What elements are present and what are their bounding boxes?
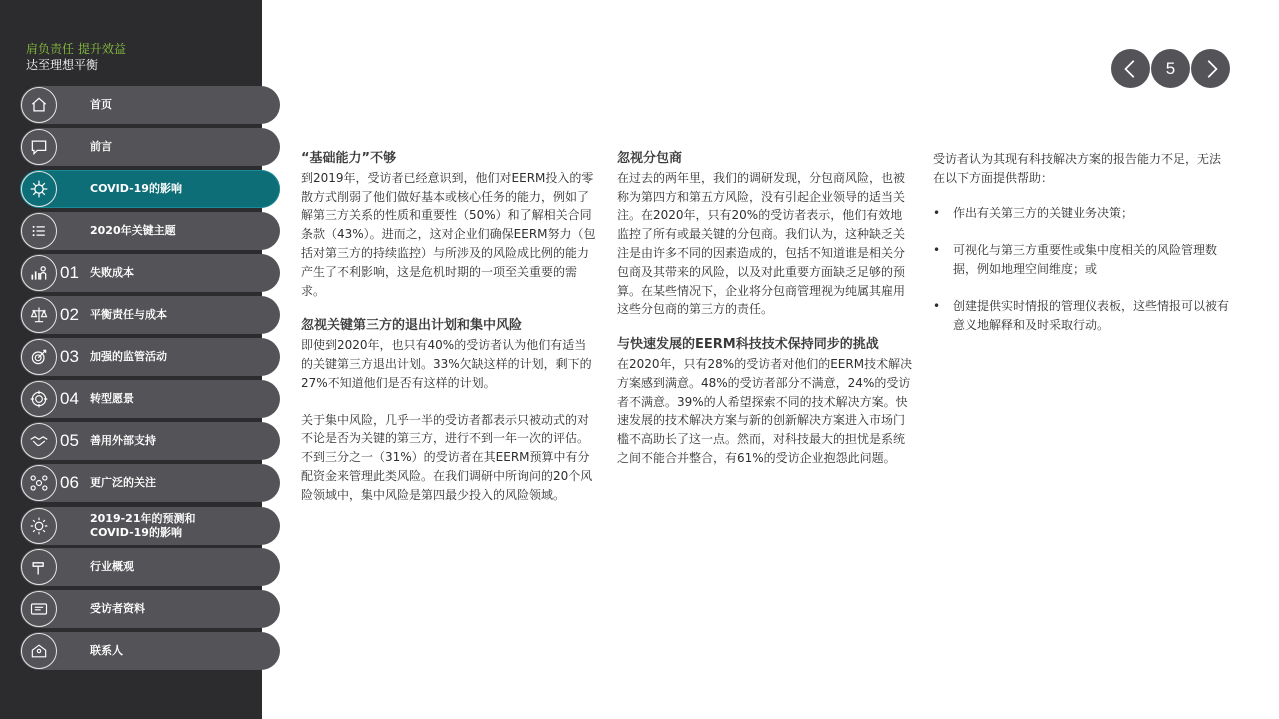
contact-icon [21, 633, 57, 669]
nav-item[interactable] [20, 338, 280, 376]
paragraph: 受访者认为其现有科技解决方案的报告能力不足，无法在以下方面提供帮助： [933, 152, 1222, 185]
heading-exit-plan: 忽视关键第三方的退出计划和集中风险 [301, 318, 523, 334]
nav-item[interactable] [20, 254, 280, 292]
home-icon [21, 87, 57, 123]
nav-item-label: 更广泛的关注 [90, 476, 156, 489]
nav-item-number: 06 [60, 473, 79, 492]
brand-line-2: 达至理想平衡 [26, 58, 99, 72]
nav-item-number: 05 [60, 431, 79, 450]
virus-icon [21, 171, 57, 207]
column-1 [301, 150, 598, 505]
nav-item[interactable] [20, 170, 280, 208]
compass-icon [21, 381, 57, 417]
nav-item-number: 01 [60, 263, 79, 282]
nav-item-label: 2019-21年的预测和 COVID-19的影响 [90, 512, 196, 539]
chart-person-icon [21, 255, 57, 291]
brand-line-1: 肩负责任 提升效益 [26, 42, 126, 56]
target-icon [21, 339, 57, 375]
handshake-icon [21, 423, 57, 459]
page-number-label: 5 [1165, 58, 1176, 78]
list-icon [21, 213, 57, 249]
nav-item-label: 受访者资料 [90, 602, 145, 615]
nav-item-label: 转型愿景 [90, 392, 134, 405]
heading-technology: 与快速发展的EERM科技技术保持同步的挑战 [617, 337, 879, 353]
nav-item-label: 前言 [90, 140, 112, 153]
paragraph: 在2020年，只有28%的受访者对他们的EERM技术解决方案感到满意。48%的受访者部分不满意，24%的受访者不满意。39%的人希望探索不同的技术解决方案。快速发展的技术解决方案与新的创新解决方案进入市场门槛不高助长了这一点。然而，对科技最大的担忧是系统之间不能合并整合，有61%的受访企业抱怨此问题。 [617, 356, 913, 465]
nav-item-label: 失败成本 [90, 266, 134, 279]
nav-item[interactable] [20, 296, 280, 334]
column-2 [617, 150, 913, 468]
nav-item[interactable] [20, 548, 280, 586]
nav-item[interactable] [20, 464, 280, 502]
nav-item[interactable] [20, 86, 280, 124]
nav-item-number: 04 [60, 389, 79, 408]
sun-icon [21, 508, 57, 544]
paragraph: 到2019年，受访者已经意识到，他们对EERM投入的零散方式削弱了他们做好基本或核心任务的能力，例如了解第三方关系的性质和重要性（50%）和了解相关合同条款（43%）。进而之，这对企业们确保EERM努力（包括对第三方的持续监控）与所涉及的风险成比例的能力产生了不利影响，这是危机时期的一项至关重要的需求。 [301, 170, 596, 298]
nav-item-label: 联系人 [90, 644, 123, 657]
nav-item[interactable] [20, 632, 280, 670]
sidebar [0, 0, 262, 719]
chevron-right-icon [1200, 58, 1222, 80]
paragraph: 在过去的两年里，我们的调研发现，分包商风险，也被称为第四方和第五方风险，没有引起企业领导的适当关注。在2020年，只有20%的受访者表示，他们有效地监控了所有或最关键的分包商。我们认为，这种缺乏关注是由许多不同的因素造成的，包括不知道谁是相关分包商及其带来的风险，以及对此重要方面缺乏足够的预算。在某些情况下，企业将分包商管理视为纯属其雇用这些分包商的第三方的责任。 [617, 170, 906, 317]
hammer-icon [21, 549, 57, 585]
nav-item-label: 加强的监管活动 [90, 350, 167, 363]
heading-basic-capability: “基础能力”不够 [301, 151, 397, 166]
heading-subcontractors: 忽视分包商 [617, 151, 683, 166]
network-icon [21, 465, 57, 501]
nav-item[interactable] [20, 590, 280, 628]
nav-item-label: 平衡责任与成本 [90, 308, 167, 321]
next-page-button[interactable] [1191, 49, 1230, 88]
list-item: • 作出有关第三方的关键业务决策； [933, 204, 1229, 223]
prev-page-button[interactable] [1111, 49, 1150, 88]
nav-item-label: 2020年关键主题 [90, 224, 176, 237]
nav-item-label: 行业概观 [90, 560, 134, 573]
scale-icon [21, 297, 57, 333]
nav-item-number: 02 [60, 305, 79, 324]
nav-item-label: 善用外部支持 [90, 434, 156, 447]
nav-item-label: 首页 [90, 98, 112, 111]
list-item: • 创建提供实时情报的管理仪表板，这些情报可以被有意义地解释和及时采取行动。 [933, 297, 1229, 335]
paragraph: 关于集中风险，几乎一半的受访者都表示只被动式的对不论是否为关键的第三方，进行不到一年一次的评估。不到三分之一（31%）的受访者在其EERM预算中有分配资金来管理此类风险。在我们调研中所询问的20个风险领域中，集中风险是第四最少投入的风险领域。 [301, 412, 593, 502]
brand-title [26, 41, 126, 73]
pager [1111, 49, 1230, 88]
list-item: • 可视化与第三方重要性或集中度相关的风险管理数据，例如地理空间维度；或 [933, 241, 1229, 279]
nav-item[interactable] [20, 128, 280, 166]
paragraph: 即使到2020年，也只有40%的受访者认为他们有适当的关键第三方退出计划。33%欠缺这样的计划，剩下的27%不知道他们是否有这样的计划。 [301, 338, 592, 390]
nav-item[interactable] [20, 422, 280, 460]
column-3 [933, 150, 1229, 353]
nav-item[interactable] [20, 507, 280, 545]
page-number [1151, 49, 1190, 88]
bullet-list [933, 204, 1229, 335]
nav-item-label: COVID-19的影响 [90, 182, 182, 195]
chat-icon [21, 129, 57, 165]
id-card-icon [21, 591, 57, 627]
nav-item[interactable] [20, 380, 280, 418]
chevron-left-icon [1120, 58, 1142, 80]
nav-item[interactable] [20, 212, 280, 250]
nav-item-number: 03 [60, 347, 79, 366]
